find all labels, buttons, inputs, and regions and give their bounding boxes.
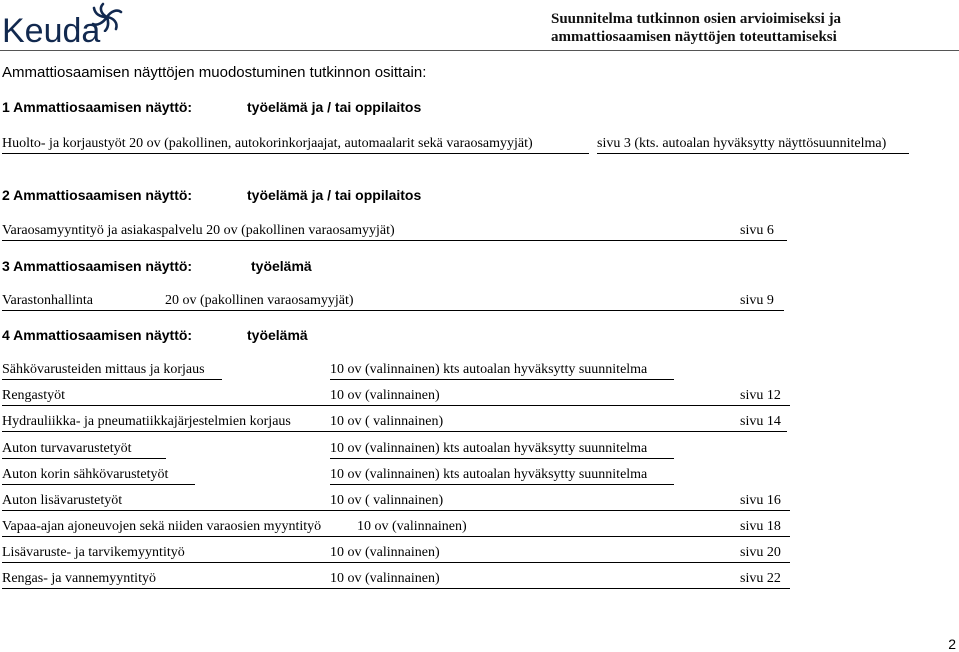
section-4-row-6-credits: 10 ov ( valinnainen) <box>330 493 444 508</box>
section-1-place: työelämä ja / tai oppilaitos <box>247 99 422 115</box>
section-4-row-7-name: Vapaa-ajan ajoneuvojen sekä niiden varaosien myyntityö <box>2 519 322 534</box>
row-underline <box>2 536 790 537</box>
section-1-heading: 1 Ammattiosaamisen näyttö: <box>2 99 193 115</box>
section-4-row-3-credits: 10 ov ( valinnainen) <box>330 414 444 429</box>
section-3-row-1-credits: 20 ov (pakollinen varaosamyyjät) <box>165 293 354 308</box>
row-underline <box>330 458 674 459</box>
row-underline <box>2 484 195 485</box>
intro-text: Ammattiosaamisen näyttöjen muodostuminen tutkinnon osittain: <box>2 64 427 81</box>
row-underline <box>330 379 674 380</box>
row-underline <box>2 510 790 511</box>
section-2-heading: 2 Ammattiosaamisen näyttö: <box>2 187 193 203</box>
row-underline <box>2 405 790 406</box>
section-4-row-5-name: Auton korin sähkövarustetyöt <box>2 467 169 482</box>
section-4-row-6-page: sivu 16 <box>740 493 781 508</box>
row-underline <box>2 310 784 311</box>
section-4-row-9-credits: 10 ov (valinnainen) <box>330 571 440 586</box>
section-4-place: työelämä <box>247 327 308 343</box>
section-4-row-4-name: Auton turvavarustetyöt <box>2 441 132 456</box>
section-4-row-7-page: sivu 18 <box>740 519 781 534</box>
row-underline <box>2 562 790 563</box>
section-3-place: työelämä <box>251 258 312 274</box>
section-3-row-1-page: sivu 9 <box>740 293 774 308</box>
keuda-flower-logo-icon <box>89 2 125 32</box>
row-underline <box>2 588 790 589</box>
section-2-row-1-page: sivu 6 <box>740 223 774 238</box>
section-4-row-9-page: sivu 22 <box>740 571 781 586</box>
section-4-row-8-name: Lisävaruste- ja tarvikemyyntityö <box>2 545 185 560</box>
row-underline <box>2 240 787 241</box>
section-4-row-6-name: Auton lisävarustetyöt <box>2 493 123 508</box>
section-4-row-2-page: sivu 12 <box>740 388 781 403</box>
section-2-row-1-name: Varaosamyyntityö ja asiakaspalvelu 20 ov (pakollinen varaosamyyjät) <box>2 223 395 238</box>
document-title: Suunnitelma tutkinnon osien arvioimiseksi ja ammattiosaamisen näyttöjen toteuttamiseksi <box>551 11 842 45</box>
section-4-row-5-credits: 10 ov (valinnainen) kts autoalan hyväksytty suunnitelma <box>330 467 648 482</box>
keuda-logo-text: Keuda <box>2 12 101 50</box>
row-underline <box>2 379 222 380</box>
row-underline <box>2 458 166 459</box>
section-4-row-3-page: sivu 14 <box>740 414 781 429</box>
section-4-row-8-credits: 10 ov (valinnainen) <box>330 545 440 560</box>
section-4-row-3-name: Hydrauliikka- ja pneumatiikkajärjestelmien korjaus <box>2 414 291 429</box>
section-3-row-1-name: Varastonhallinta <box>2 293 93 308</box>
section-4-row-1-credits: 10 ov (valinnainen) kts autoalan hyväksytty suunnitelma <box>330 362 648 377</box>
section-4-row-8-page: sivu 20 <box>740 545 781 560</box>
section-4-row-7-credits: 10 ov (valinnainen) <box>357 519 467 534</box>
section-4-row-1-name: Sähkövarusteiden mittaus ja korjaus <box>2 362 205 377</box>
section-3-heading: 3 Ammattiosaamisen näyttö: <box>2 258 193 274</box>
row-underline <box>597 153 909 154</box>
section-1-row-1-page: sivu 3 (kts. autoalan hyväksytty näyttösuunnitelma) <box>597 136 887 151</box>
row-underline <box>2 431 787 432</box>
section-4-row-4-credits: 10 ov (valinnainen) kts autoalan hyväksytty suunnitelma <box>330 441 648 456</box>
row-underline <box>330 484 674 485</box>
header-divider <box>0 50 959 51</box>
section-4-row-9-name: Rengas- ja vannemyyntityö <box>2 571 156 586</box>
page-number: 2 <box>948 636 956 652</box>
section-4-row-2-credits: 10 ov (valinnainen) <box>330 388 440 403</box>
section-4-row-2-name: Rengastyöt <box>2 388 65 403</box>
row-underline <box>2 153 589 154</box>
section-1-row-1-name: Huolto- ja korjaustyöt 20 ov (pakollinen, autokorinkorjaajat, automaalarit sekä varaosamyyjät) <box>2 136 533 151</box>
section-2-place: työelämä ja / tai oppilaitos <box>247 187 422 203</box>
section-4-heading: 4 Ammattiosaamisen näyttö: <box>2 327 193 343</box>
